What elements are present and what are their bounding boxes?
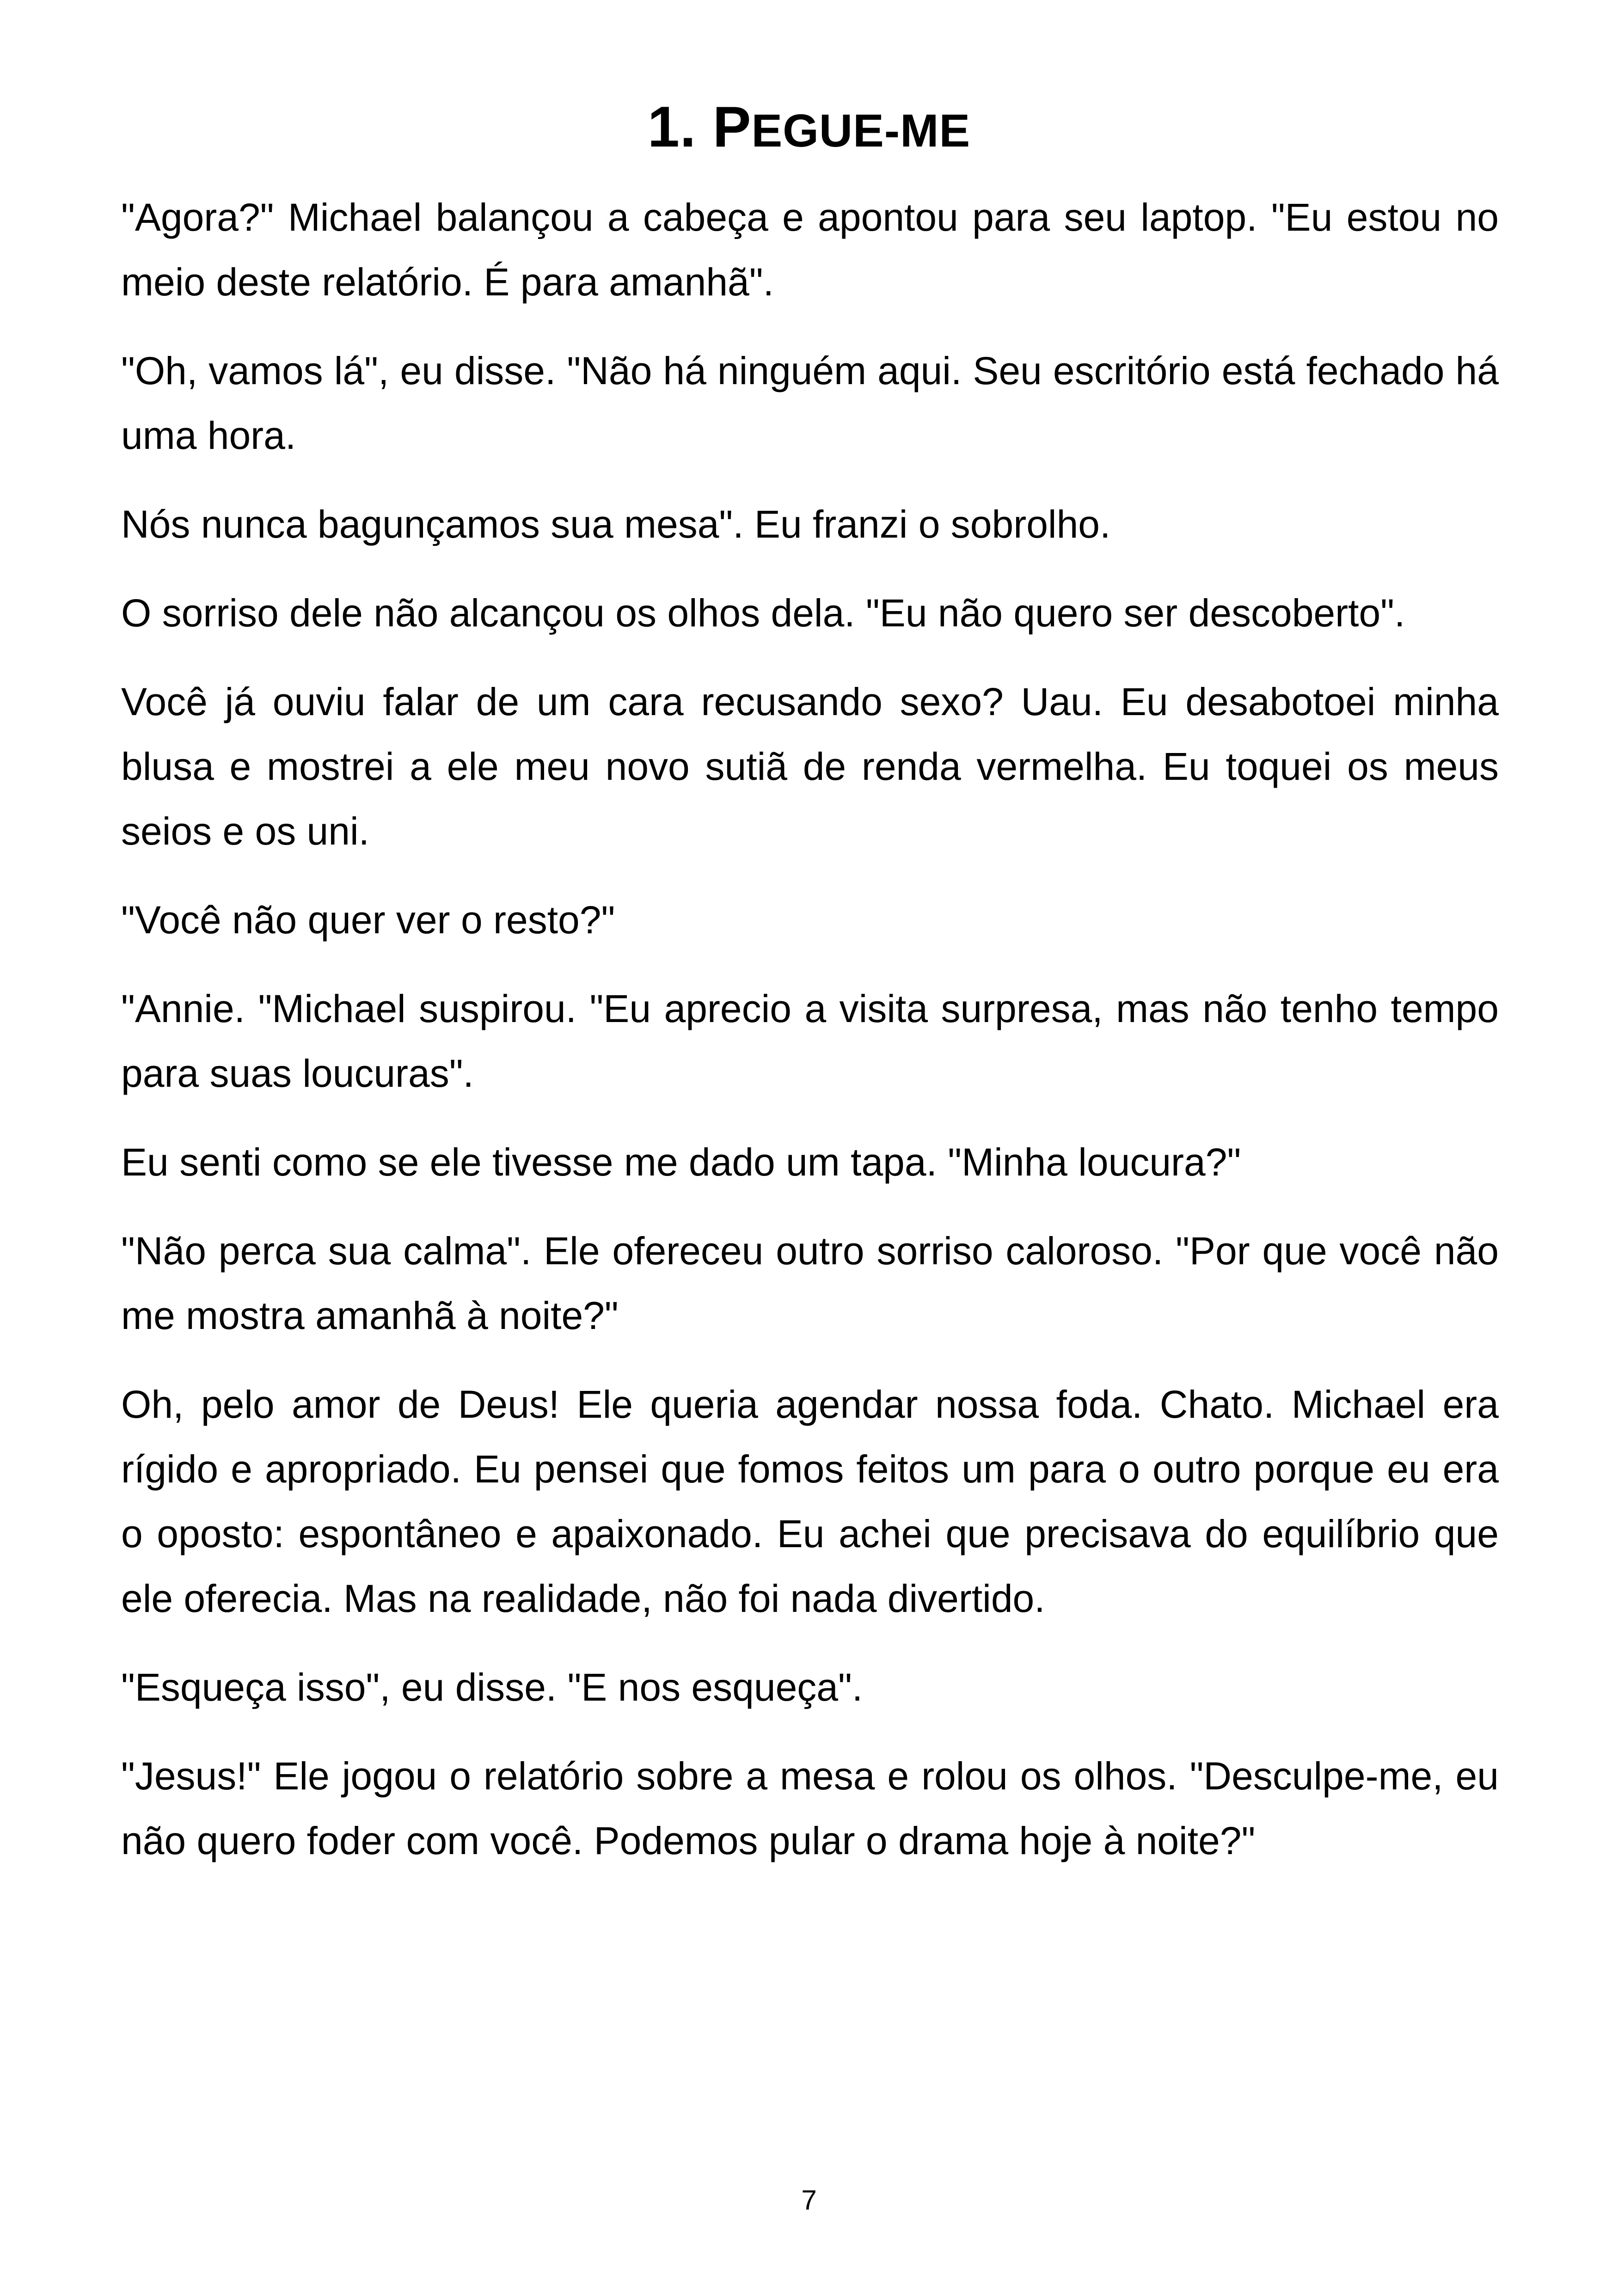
chapter-title	[0, 86, 1618, 172]
paragraph-5: Você já ouviu falar de um cara recusando sexo? Uau. Eu desabotoei minha blusa e mostrei a ele meu novo sutiã de renda vermelha. Eu toquei os meus seios e os uni.	[121, 680, 1499, 853]
paragraph-7: "Annie. "Michael suspirou. "Eu aprecio a visita surpresa, mas não tenho tempo para suas loucuras".	[121, 987, 1499, 1095]
paragraph-1: "Agora?" Michael balançou a cabeça e apontou para seu laptop. "Eu estou no meio deste relatório. É para amanhã".	[121, 196, 1499, 304]
paragraph-2: "Oh, vamos lá", eu disse. "Não há ninguém aqui. Seu escritório está fechado há uma hora.	[121, 349, 1499, 457]
paragraph-10: Oh, pelo amor de Deus! Ele queria agendar nossa foda. Chato. Michael era rígido e apropriado. Eu pensei que fomos feitos um para o outro porque eu era o oposto: espontâneo e apaixonado. Eu achei que precisava do equilíbrio que ele oferecia. Mas na realidade, não foi nada divertido.	[121, 1383, 1499, 1620]
paragraph-8: Eu senti como se ele tivesse me dado um tapa. "Minha loucura?"	[121, 1140, 1241, 1184]
chapter-body	[121, 185, 1499, 1897]
chapter-number: 1.	[647, 95, 697, 159]
paragraph-9: "Não perca sua calma". Ele ofereceu outro sorriso caloroso. "Por que você não me mostra amanhã à noite?"	[121, 1229, 1499, 1337]
paragraph-6: "Você não quer ver o resto?"	[121, 898, 615, 942]
paragraph-4: O sorriso dele não alcançou os olhos dela. "Eu não quero ser descoberto".	[121, 591, 1405, 635]
chapter-title-rest: EGUE-ME	[751, 105, 971, 157]
page-number: 7	[801, 2185, 817, 2216]
paragraph-12: "Jesus!" Ele jogou o relatório sobre a mesa e rolou os olhos. "Desculpe-me, eu não quero foder com você. Podemos pular o drama hoje à noite?"	[121, 1754, 1499, 1862]
paragraph-3: Nós nunca bagunçamos sua mesa". Eu franzi o sobrolho.	[121, 502, 1111, 546]
chapter-title-initial: P	[712, 95, 752, 159]
paragraph-11: "Esqueça isso", eu disse. "E nos esqueça".	[121, 1665, 863, 1709]
